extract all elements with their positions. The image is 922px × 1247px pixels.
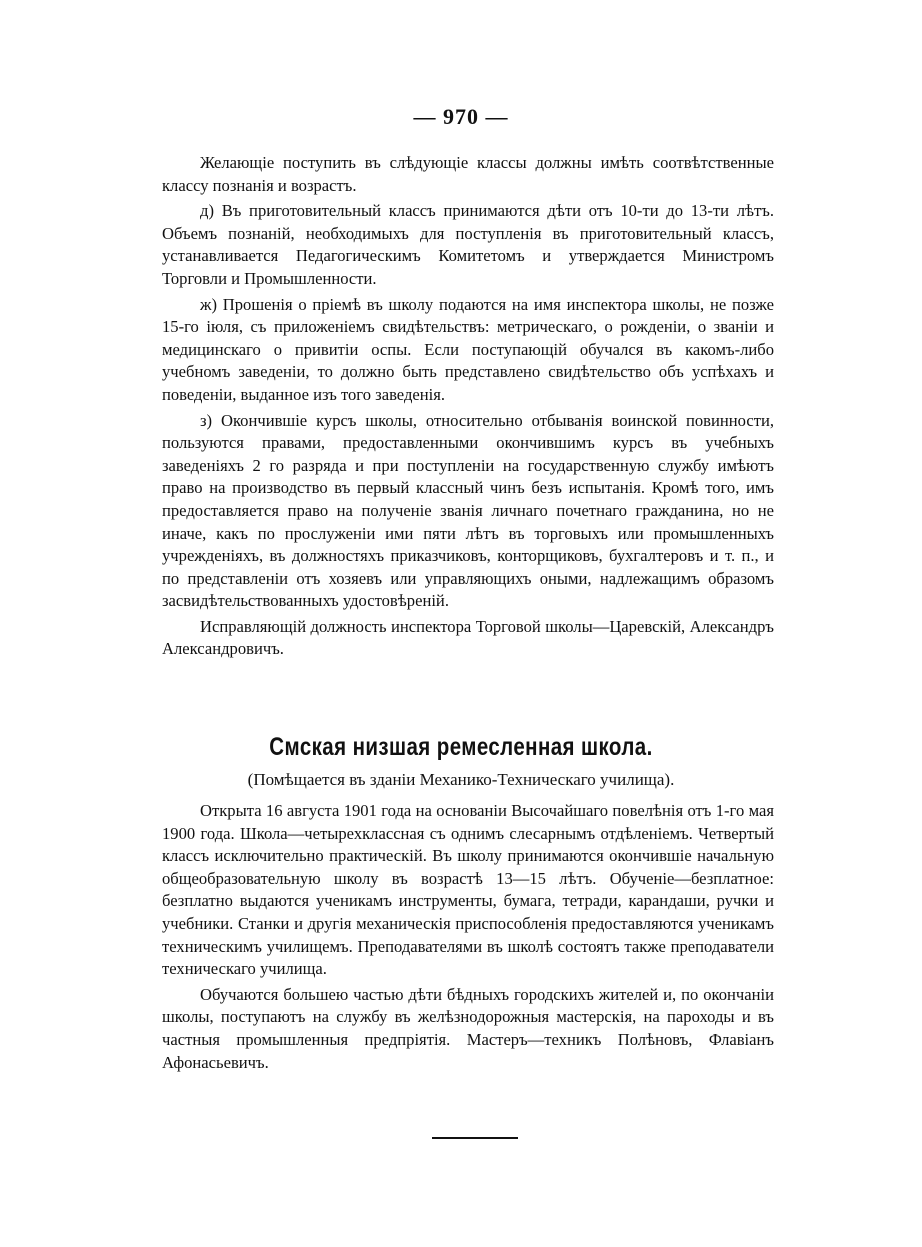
paragraph-z: з) Окончившіе курсъ школы, относительно отбыванія воинской повинности, пользуются правами, предоставленными окончившимъ курсъ въ учебныхъ заведеніяхъ 2 го разряда и при поступленіи на государственную службу имѣютъ право на производство въ первый классный чинъ безъ испытанія. Кромѣ того, имъ предоставляется право на полученіе званія личнаго почетнаго гражданина, но не иначе, какъ по прослуженіи ими пяти лѣтъ въ торговыхъ или промышленныхъ учрежденіяхъ, въ должностяхъ приказчиковъ, конторщиковъ, бухгалтеровъ и т. п., и по представленіи отъ хозяевъ или управляющихъ оными, надлежащимъ образомъ засвидѣтельствованныхъ удостовѣреній. xyxy=(162,410,774,611)
paragraph-students: Обучаются большею частью дѣти бѣдныхъ городскихъ жителей и, по окончаніи школы, поступаютъ на службу въ желѣзнодорожныя мастерскія, на пароходы и въ частныя промышленныя предпріятія. Мастеръ—техникъ Полѣновъ, Флавіанъ Афонасьевичъ. xyxy=(162,984,774,1072)
trade-school-text xyxy=(162,152,774,661)
paragraph-requirements: Желающіе поступить въ слѣдующіе классы должны имѣть соотвѣтственные классу познанія и возрастъ. xyxy=(162,153,774,195)
paragraph-d: д) Въ приготовительный классъ принимаются дѣти отъ 10-ти до 13-ти лѣтъ. Объемъ познаній, необходимыхъ для поступленія въ приготовительный классъ, устанавливается Педагогическимъ Комитетомъ и утверждается Министромъ Торговли и Промышленности. xyxy=(162,201,774,288)
paragraph-founded: Открыта 16 августа 1901 года на основаніи Высочайшаго повелѣнія отъ 1-го мая 1900 года. Школа—четырехклассная съ однимъ слесарнымъ отдѣленіемъ. Четвертый классъ исключительно практическій. Въ школу принимаются окончившіе начальную общеобразовательную школу въ возрастѣ 13—15 лѣтъ. Обученіе—безплатное: безплатно выдаются ученикамъ инструменты, бумага, тетради, карандаши, ручки и учебники. Станки и другія механическія приспособленія предоставляются ученикамъ техническимъ училищемъ. Преподавателями въ школѣ состоятъ также преподаватели техническаго училища. xyxy=(162,801,774,979)
section-subtitle: (Помѣщается въ зданіи Механико-Техническаго училища). xyxy=(247,770,675,789)
paragraph-zh: ж) Прошенія о пріемѣ въ школу подаются на имя инспектора школы, не позже 15-го іюля, съ приложеніемъ свидѣтельствъ: метрическаго, о рожденіи, о званіи и медицинскаго о привитіи оспы. Если поступающій обучался въ какомъ-либо учебномъ заведеніи, то должно быть представлено свидѣтельство объ успѣхахъ и поведеніи, выданное изъ того заведенія. xyxy=(162,294,774,404)
paragraph-inspector: Исправляющій должность инспектора Торговой школы—Царевскій, Александръ Александровичъ. xyxy=(162,616,774,659)
section-title: Смская низшая ремесленная школа. xyxy=(269,733,653,761)
end-rule xyxy=(432,1137,518,1139)
craft-school-text xyxy=(162,800,774,1074)
page-number: — 970 — xyxy=(413,104,509,129)
